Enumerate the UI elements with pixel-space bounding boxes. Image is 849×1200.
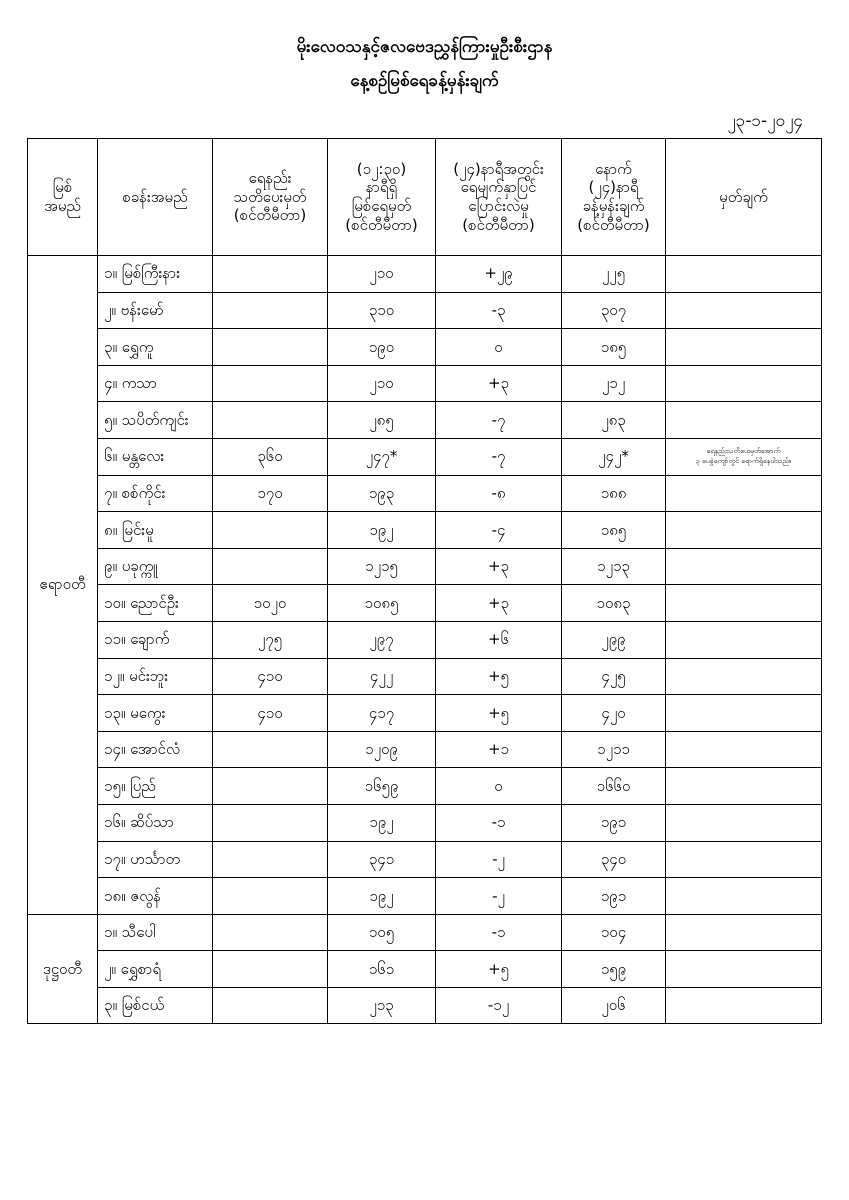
station-name: ၁၆။ ဆိပ်သာ xyxy=(98,804,213,841)
table-row xyxy=(28,987,822,1024)
station-name: ၃။ မြစ်ငယ် xyxy=(98,987,213,1024)
water-level: ၁၆၁ xyxy=(328,951,436,988)
forecast-level: ၂၉၉ xyxy=(562,621,666,658)
station-name: ၂။ ရွှေစာရံ xyxy=(98,951,213,988)
water-level: ၁၂၀၉ xyxy=(328,731,436,768)
station-name: ၁၈။ ဇလွန် xyxy=(98,878,213,915)
water-level: ၃၄၁ xyxy=(328,841,436,878)
remark xyxy=(666,512,822,549)
forecast-level: ၁၀၄ xyxy=(562,914,666,951)
table-row xyxy=(28,658,822,695)
warning-level xyxy=(213,365,328,402)
level-change: +၆ xyxy=(436,621,562,658)
header-remark: မှတ်ချက် xyxy=(666,139,822,256)
forecast-level: ၁၅၉ xyxy=(562,951,666,988)
level-change: +၂၉ xyxy=(436,256,562,293)
warning-level xyxy=(213,402,328,439)
forecast-level: ၁၈၈ xyxy=(562,475,666,512)
table-row xyxy=(28,548,822,585)
table-row xyxy=(28,804,822,841)
river-forecast-table xyxy=(27,138,822,1024)
station-name: ၁၇။ ဟင်္သာတ xyxy=(98,841,213,878)
warning-level xyxy=(213,548,328,585)
table-row xyxy=(28,878,822,915)
water-level: ၂၈၅ xyxy=(328,402,436,439)
table-row xyxy=(28,365,822,402)
header-row xyxy=(28,139,822,256)
station-name: ၁။ မြစ်ကြီးနား xyxy=(98,256,213,293)
level-change: -၇ xyxy=(436,402,562,439)
warning-level: ၄၁၀ xyxy=(213,658,328,695)
level-change: +၃ xyxy=(436,548,562,585)
forecast-level: ၁၉၁ xyxy=(562,804,666,841)
table-row xyxy=(28,256,822,293)
warning-level xyxy=(213,987,328,1024)
header-station: စခန်းအမည် xyxy=(98,139,213,256)
station-name: ၄။ ကသာ xyxy=(98,365,213,402)
warning-level xyxy=(213,512,328,549)
forecast-level: ၁၈၅ xyxy=(562,512,666,549)
report-date: ၂၃-၁-၂၀၂၄ xyxy=(727,111,803,131)
table-row xyxy=(28,731,822,768)
warning-level xyxy=(213,841,328,878)
station-name: ၁၀။ ညောင်ဦး xyxy=(98,585,213,622)
table-row xyxy=(28,841,822,878)
table-row xyxy=(28,621,822,658)
level-change: -၁ xyxy=(436,914,562,951)
station-name: ၇။ စစ်ကိုင်း xyxy=(98,475,213,512)
forecast-level: ၁၂၁၁ xyxy=(562,731,666,768)
table-body xyxy=(28,256,822,1024)
warning-level xyxy=(213,292,328,329)
remark xyxy=(666,878,822,915)
table-row xyxy=(28,768,822,805)
water-level: ၁၉၀ xyxy=(328,329,436,366)
water-level: ၁၀၈၅ xyxy=(328,585,436,622)
level-change: +၁ xyxy=(436,731,562,768)
river-name: ဒုဋ္ဌဝတီ xyxy=(28,914,98,1024)
remark xyxy=(666,292,822,329)
warning-level xyxy=(213,731,328,768)
forecast-level: ၁၉၁ xyxy=(562,878,666,915)
remark xyxy=(666,256,822,293)
station-name: ၁၅။ ပြည် xyxy=(98,768,213,805)
level-change: -၃ xyxy=(436,292,562,329)
header-change: (၂၄)နာရီအတွင်း ရေမျက်နှာပြင် ပြောင်းလဲမှု (စင်တီမီတာ) xyxy=(436,139,562,256)
water-level: ၂၄၇* xyxy=(328,438,436,475)
level-change: +၅ xyxy=(436,951,562,988)
water-level: ၂၁၃ xyxy=(328,987,436,1024)
forecast-level: ၂၁၂ xyxy=(562,365,666,402)
warning-level xyxy=(213,878,328,915)
station-name: ၁၁။ ချောက် xyxy=(98,621,213,658)
header-river: မြစ် အမည် xyxy=(28,139,98,256)
warning-level: ၁၇၀ xyxy=(213,475,328,512)
forecast-level: ၁၀၈၃ xyxy=(562,585,666,622)
header-warning-level: ရေနည်း သတိပေးမှတ် (စင်တီမီတာ) xyxy=(213,139,328,256)
station-name: ၃။ ရွှေကူ xyxy=(98,329,213,366)
water-level: ၂၉၇ xyxy=(328,621,436,658)
remark xyxy=(666,731,822,768)
warning-level xyxy=(213,768,328,805)
water-level: ၂၁၀ xyxy=(328,256,436,293)
station-name: ၈။ မြင်းမူ xyxy=(98,512,213,549)
warning-level: ၂၇၅ xyxy=(213,621,328,658)
forecast-level: ၄၂၀ xyxy=(562,695,666,732)
remark: ရေနည်းသတိပေးမှတ်အောက် ၃ ပေခွဲကျော်တွင် ရောက်ရှိနေပါသည်။ xyxy=(666,438,822,475)
water-level: ၄၂၂ xyxy=(328,658,436,695)
table-row xyxy=(28,695,822,732)
warning-level xyxy=(213,256,328,293)
table-row xyxy=(28,914,822,951)
level-change: -၈ xyxy=(436,475,562,512)
river-name: ဧရာဝတီ xyxy=(28,256,98,915)
table-row xyxy=(28,475,822,512)
table-row xyxy=(28,438,822,475)
warning-level xyxy=(213,914,328,951)
remark xyxy=(666,365,822,402)
level-change: +၅ xyxy=(436,695,562,732)
water-level: ၁၉၃ xyxy=(328,475,436,512)
level-change: -၁၂ xyxy=(436,987,562,1024)
forecast-level: ၂၄၂* xyxy=(562,438,666,475)
water-level: ၁၉၂ xyxy=(328,804,436,841)
remark xyxy=(666,475,822,512)
warning-level xyxy=(213,951,328,988)
forecast-level: ၂၀၆ xyxy=(562,987,666,1024)
station-name: ၂။ ဗန်းမော် xyxy=(98,292,213,329)
water-level: ၄၁၇ xyxy=(328,695,436,732)
station-name: ၆။ မန္တလေး xyxy=(98,438,213,475)
level-change: ၀ xyxy=(436,768,562,805)
level-change: -၂ xyxy=(436,841,562,878)
remark xyxy=(666,951,822,988)
station-name: ၁။ သီပေါ xyxy=(98,914,213,951)
station-name: ၁၂။ မင်းဘူး xyxy=(98,658,213,695)
warning-level xyxy=(213,804,328,841)
header-forecast: နောက် (၂၄)နာရီ ခန့်မှန်းချက် (စင်တီမီတာ) xyxy=(562,139,666,256)
station-name: ၁၃။ မကွေး xyxy=(98,695,213,732)
level-change: -၇ xyxy=(436,438,562,475)
water-level: ၂၁၀ xyxy=(328,365,436,402)
remark xyxy=(666,695,822,732)
water-level: ၁၉၂ xyxy=(328,512,436,549)
water-level: ၁၉၂ xyxy=(328,878,436,915)
table-row xyxy=(28,329,822,366)
water-level: ၁၀၅ xyxy=(328,914,436,951)
table-row xyxy=(28,512,822,549)
remark xyxy=(666,548,822,585)
report-title: နေ့စဉ်မြစ်ရေခန့်မှန်းချက် xyxy=(350,71,499,91)
remark xyxy=(666,987,822,1024)
level-change: -၁ xyxy=(436,804,562,841)
remark xyxy=(666,621,822,658)
remark xyxy=(666,768,822,805)
warning-level: ၁၀၂၀ xyxy=(213,585,328,622)
table-row xyxy=(28,402,822,439)
warning-level: ၃၆၀ xyxy=(213,438,328,475)
forecast-level: ၂၂၅ xyxy=(562,256,666,293)
table-row xyxy=(28,585,822,622)
forecast-level: ၄၂၅ xyxy=(562,658,666,695)
level-change: +၃ xyxy=(436,365,562,402)
forecast-level: ၃၄၀ xyxy=(562,841,666,878)
warning-level: ၄၁၀ xyxy=(213,695,328,732)
warning-level xyxy=(213,329,328,366)
forecast-level: ၁၈၅ xyxy=(562,329,666,366)
header-current-level: (၁၂:၃၀) နာရီရှိ မြစ်ရေမှတ် (စင်တီမီတာ) xyxy=(328,139,436,256)
forecast-level: ၃၀၇ xyxy=(562,292,666,329)
table-row xyxy=(28,292,822,329)
level-change: ၀ xyxy=(436,329,562,366)
water-level: ၃၁၀ xyxy=(328,292,436,329)
remark xyxy=(666,329,822,366)
water-level: ၁၆၅၉ xyxy=(328,768,436,805)
remark xyxy=(666,804,822,841)
level-change: +၃ xyxy=(436,585,562,622)
station-name: ၅။ သပိတ်ကျင်း xyxy=(98,402,213,439)
level-change: -၂ xyxy=(436,878,562,915)
level-change: +၅ xyxy=(436,658,562,695)
remark xyxy=(666,402,822,439)
station-name: ၉။ ပခုက္ကူ xyxy=(98,548,213,585)
table-row xyxy=(28,951,822,988)
remark xyxy=(666,841,822,878)
forecast-level: ၂၈၃ xyxy=(562,402,666,439)
remark xyxy=(666,658,822,695)
water-level: ၁၂၁၅ xyxy=(328,548,436,585)
remark xyxy=(666,914,822,951)
department-title: မိုးလေဝသနှင့်ဇလဗေဒညွှန်ကြားမှုဦးစီးဌာန xyxy=(296,37,553,57)
station-name: ၁၄။ အောင်လံ xyxy=(98,731,213,768)
remark xyxy=(666,585,822,622)
forecast-level: ၁၂၁၃ xyxy=(562,548,666,585)
level-change: -၄ xyxy=(436,512,562,549)
forecast-level: ၁၆၆၀ xyxy=(562,768,666,805)
